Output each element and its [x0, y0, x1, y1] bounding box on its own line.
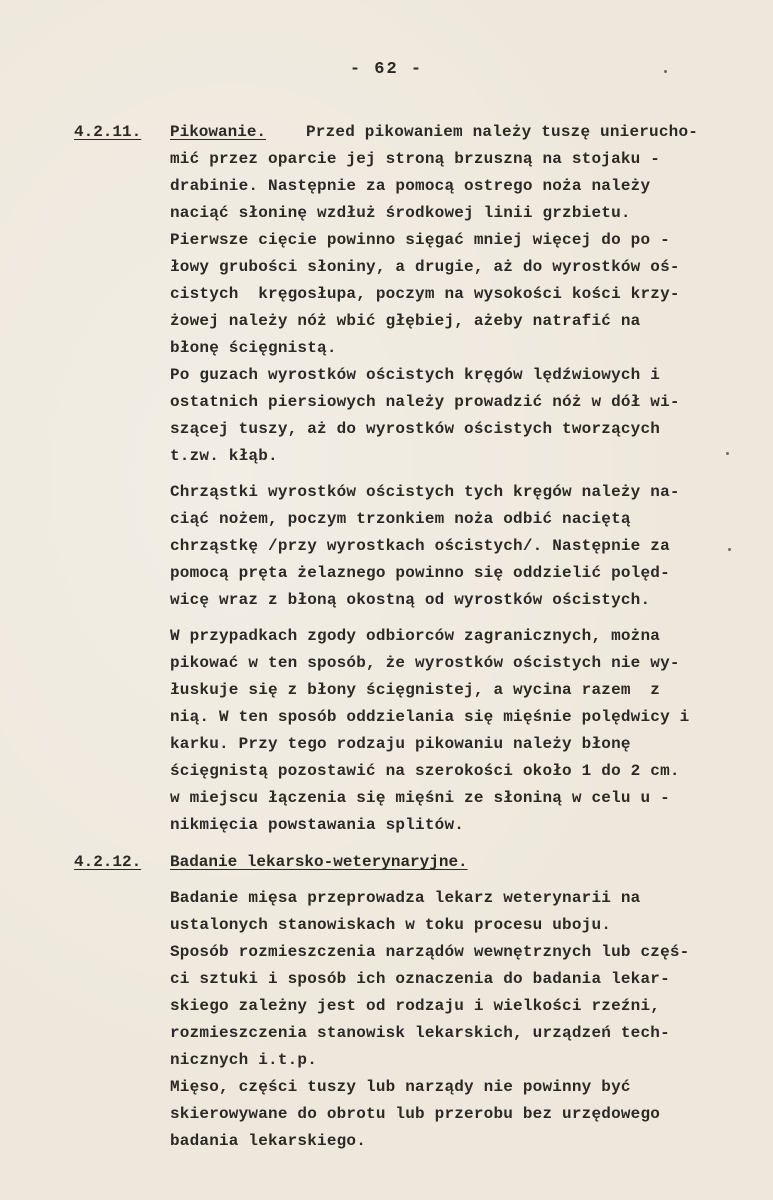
paragraph-line: ostatnich piersiowych należy prowadzić nóż w dół wi-	[170, 393, 680, 411]
paragraph-line: nikmięcia powstawania splitów.	[170, 816, 465, 834]
paragraph-line: Chrząstki wyrostków ościstych tych kręgów należy na-	[170, 483, 680, 501]
section-number: 4.2.12.	[74, 853, 142, 871]
paragraph-line: żowej należy nóż wbić głębiej, ażeby natrafić na	[170, 312, 641, 330]
paragraph-line: błonę ścięgnistą.	[170, 339, 337, 357]
paragraph-line: nicznych i.t.p.	[170, 1051, 318, 1069]
paragraph-line: Pierwsze cięcie powinno sięgać mniej więcej do po -	[170, 231, 670, 249]
paragraph-line: Mięso, części tuszy lub narządy nie powinny być	[170, 1078, 631, 1096]
paragraph-line: ustalonych stanowiskach w toku procesu uboju.	[170, 916, 612, 934]
paragraph-line: drabinie. Następnie za pomocą ostrego noża należy	[170, 177, 651, 195]
paragraph-line: Przed pikowaniem należy tuszę unierucho-	[306, 123, 699, 141]
paragraph-line: ścięgnistą pozostawić na szerokości około 1 do 2 cm.	[170, 762, 680, 780]
paper-speck	[726, 452, 729, 455]
paragraph-line: Sposób rozmieszczenia narządów wewnętrznych lub częś-	[170, 943, 690, 961]
paragraph-line: ci sztuki i sposób ich oznaczenia do badania lekar-	[170, 970, 670, 988]
paragraph-line: karku. Przy tego rodzaju pikowaniu należy błonę	[170, 735, 631, 753]
paragraph-line: pomocą pręta żelaznego powinno się oddzielić polęd-	[170, 564, 670, 582]
paragraph-line: naciąć słoninę wzdłuż środkowej linii grzbietu.	[170, 204, 631, 222]
paragraph-line: ciąć nożem, poczym trzonkiem noża odbić naciętą	[170, 510, 631, 528]
paragraph-line: mić przez oparcie jej stroną brzuszną na stojaku -	[170, 150, 661, 168]
paragraph-line: skierowywane do obrotu lub przerobu bez urzędowego	[170, 1105, 661, 1123]
paragraph-line: cistych kręgosłupa, poczym na wysokości kości krzy-	[170, 285, 680, 303]
paper-speck	[728, 548, 731, 551]
paragraph-line: w miejscu łączenia się mięśni ze słoniną w celu u -	[170, 789, 670, 807]
section-title: Badanie lekarsko-weterynaryjne.	[170, 853, 468, 871]
paragraph-line: t.zw. kłąb.	[170, 447, 278, 465]
paragraph-line: Po guzach wyrostków ościstych kręgów lędźwiowych i	[170, 366, 661, 384]
paper-speck	[664, 70, 667, 73]
paragraph-line: rozmieszczenia stanowisk lekarskich, urządzeń tech-	[170, 1024, 670, 1042]
section-number: 4.2.11.	[74, 123, 142, 141]
paragraph-line: łowy grubości słoniny, a drugie, aż do wyrostków oś-	[170, 258, 680, 276]
section-title: Pikowanie.	[170, 123, 267, 141]
paragraph-line: szącej tuszy, aż do wyrostków ościstych tworzących	[170, 420, 661, 438]
paragraph-line: badania lekarskiego.	[170, 1132, 367, 1150]
paragraph-line: W przypadkach zgody odbiorców zagranicznych, można	[170, 627, 661, 645]
paragraph-line: wicę wraz z błoną okostną od wyrostków ościstych.	[170, 591, 651, 609]
paragraph-line: nią. W ten sposób oddzielania się mięśnie polędwicy i	[170, 708, 690, 726]
paragraph-line: skiego zależny jest od rodzaju i wielkości rzeźni,	[170, 997, 661, 1015]
paragraph-line: pikować w ten sposób, że wyrostków ościstych nie wy-	[170, 654, 680, 672]
paragraph-line: chrząstkę /przy wyrostkach ościstych/. Następnie za	[170, 537, 670, 555]
paragraph-line: łuskuje się z błony ścięgnistej, a wycina razem z	[170, 681, 661, 699]
paragraph-line: Badanie mięsa przeprowadza lekarz weterynarii na	[170, 889, 641, 907]
page-number: - 62 -	[349, 60, 424, 79]
